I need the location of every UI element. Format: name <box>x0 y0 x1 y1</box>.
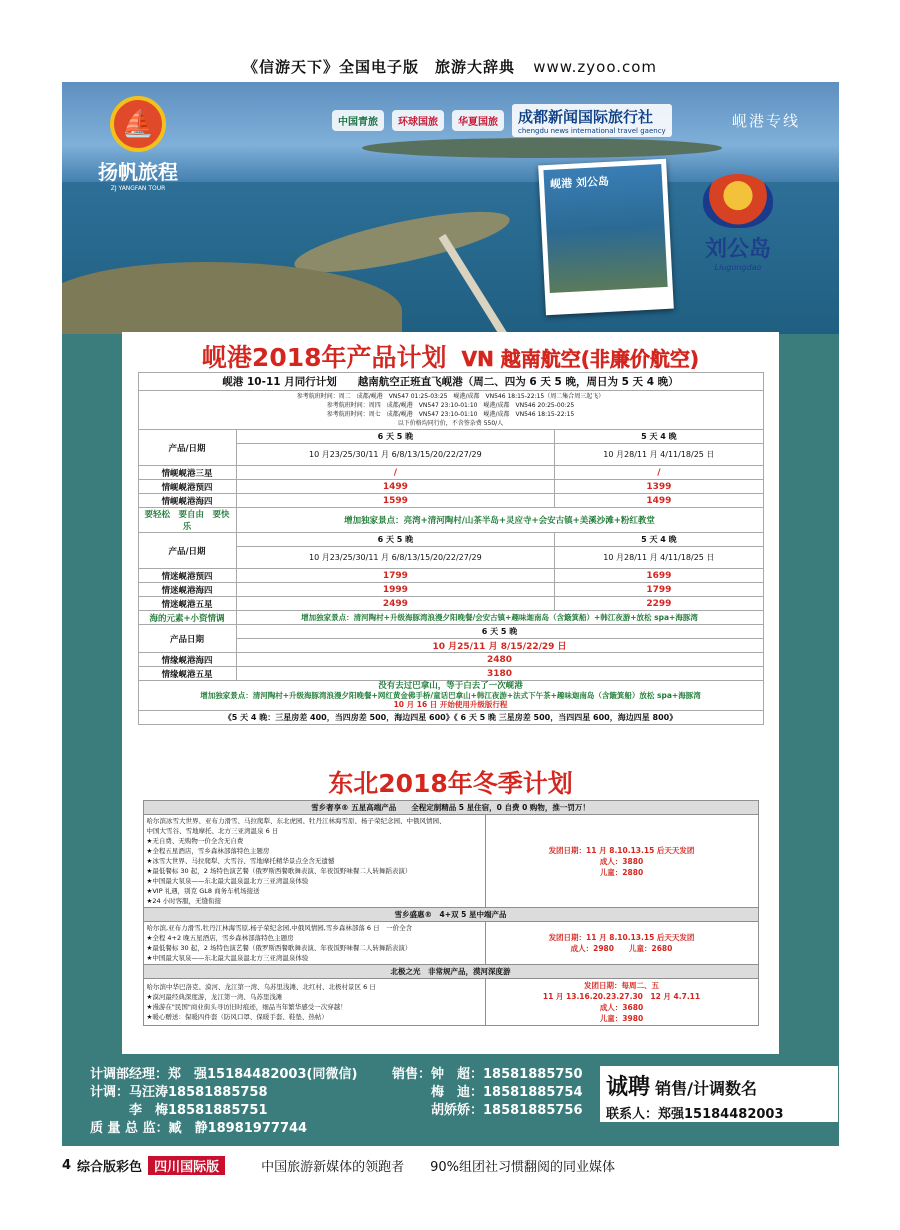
contacts-sales <box>392 1066 583 1120</box>
contact-line: 计调：马汪涛18581885758 <box>90 1085 268 1100</box>
price-5d: 1799 <box>555 583 763 597</box>
hiring-title: 诚聘 <box>606 1075 651 1100</box>
itinerary-line: ★冰雪大世界、马拉爬犁、大雪谷、雪地摩托精华景点全含无遗憾 <box>146 857 335 865</box>
yangfan-logo <box>98 96 178 192</box>
group-highlights: 增加独家景点：清河陶村+升级海豚湾浪漫夕阳晚餐/会安古镇+趣味迦南岛（含簸箕船）+韩江夜游+放松 spa+海豚湾 <box>236 611 763 625</box>
contact-line: 质 量 总 监：臧 静18981977744 <box>90 1121 308 1136</box>
danang-title-airline: VN 越南航空(非廉价航空) <box>461 347 700 371</box>
departure-dates: 发团日期：11 月 8.10.13.15 后天天发团 <box>548 845 695 855</box>
col-product-date: 产品/日期 <box>138 430 236 466</box>
col-5d4n: 5 天 4 晚 <box>555 430 763 444</box>
danang-title-main: 岘港2018年产品计划 <box>201 343 447 372</box>
price-6d: 1999 <box>236 583 555 597</box>
itinerary-line: ★全程五星酒店，雪乡森林部落特色主题房 <box>146 847 270 855</box>
product-header: 雪乡盛惠® 4+双 5 星中端产品 <box>143 908 758 922</box>
dates-6d5n: 10 月23/25/30/11 月 6/8/13/15/20/22/27/29 <box>236 444 555 466</box>
product-name: 情迷岘港预四 <box>138 569 236 583</box>
price-6d: 1799 <box>236 569 555 583</box>
edition-badge: 四川国际版 <box>148 1156 225 1175</box>
col-product-date: 产品/日期 <box>138 533 236 569</box>
agency-name: 成都新闻国际旅行社 <box>518 107 654 126</box>
itinerary-line: 哈尔滨冰雪大世界、亚布力滑雪、马拉爬犁、东北虎园、牡丹江林海雪原、杨子荣纪念园、中俄风情园、 <box>146 817 446 825</box>
flight-line: 参考航班时间：周七 成都/岘港 VN547 23:10-01:10 岘港/成都 VN546 18:15-22:15 <box>326 411 575 418</box>
flight-line: 参考航班时间：周二 成都/岘港 VN547 01:25-03:25 岘港/成都 VN546 18:15-22:15（周二集合周三起飞） <box>296 393 605 400</box>
col-6d5n: 6 天 5 晚 <box>236 625 763 639</box>
product-name: 情缘岘港五星 <box>138 667 236 681</box>
line-tag: 岘港专线 <box>732 112 801 130</box>
itinerary-line: ★24 小时客服，无缝衔接 <box>146 897 222 905</box>
sail-icon: ⛵ <box>110 96 166 152</box>
masthead-url[interactable]: www.zyoo.com <box>533 58 658 76</box>
contact-line: 销售：钟 超：18581885750 <box>392 1067 583 1082</box>
product-name: 情迷岘港五星 <box>138 597 236 611</box>
danang-title <box>122 332 779 372</box>
table-row <box>138 569 763 583</box>
price: 2480 <box>236 653 763 667</box>
group-slogan: 海的元素+小资情调 <box>138 611 236 625</box>
northeast-table <box>143 800 759 1026</box>
flight-info <box>138 391 763 430</box>
table-row <box>143 922 758 965</box>
price-block <box>485 922 758 965</box>
price-5d: 1699 <box>555 569 763 583</box>
liugongdao-emblem-icon <box>703 174 773 228</box>
table-row <box>138 597 763 611</box>
table-row <box>143 979 758 1026</box>
col-product-date: 产品日期 <box>138 625 236 653</box>
page-number: 4 <box>62 1158 72 1173</box>
price-5d: / <box>555 466 763 480</box>
section-name: 综合版彩色 <box>77 1160 143 1175</box>
price-6d: / <box>236 466 555 480</box>
price-6d: 1499 <box>236 480 555 494</box>
group-highlights-text: 增加独家景点：清河陶村+升级海豚湾浪漫夕阳晚餐+网红黄金佛手桥/童话巴拿山+韩江夜游+法式下午茶+趣味迦南岛（含簸箕船）放松 spa+海豚湾 <box>200 691 701 700</box>
danang-panel <box>122 332 779 762</box>
table-row <box>138 480 763 494</box>
room-surcharge: 《5 天 4 晚：三星房差 400，当四房差 500，海边四星 600》《 6 天 5 晚 三星房差 500，当四四星 600，海边四星 800》 <box>138 711 763 725</box>
footer-slogan: 中国旅游新媒体的领跑者 90%组团社习惯翻阅的同业媒体 <box>261 1160 615 1175</box>
price: 3180 <box>236 667 763 681</box>
liugongdao-name: 刘公岛 <box>704 236 771 262</box>
price-6d: 2499 <box>236 597 555 611</box>
partner-logo-huanqiu: 环球国旅 <box>392 110 444 131</box>
price-block <box>485 979 758 1026</box>
brochure-image <box>543 164 667 293</box>
table-row <box>138 611 763 625</box>
product-name: 情迷岘港海四 <box>138 583 236 597</box>
brochure-photo <box>538 159 674 315</box>
departure-dates: 发团日期：11 月 8.10.13.15 后天天发团 <box>548 933 695 942</box>
departure-dates-list: 11 月 13.16.20.23.27.30 12 月 4.7.11 <box>542 992 701 1001</box>
product-name: 情岘岘港三星 <box>138 466 236 480</box>
itinerary <box>143 922 485 965</box>
northeast-panel <box>122 762 779 1054</box>
price-5d: 1399 <box>555 480 763 494</box>
flight-line: 参考航班时间：周四 成都/岘港 VN547 23:10-01:10 岘港/成都 VN546 20:25-00:25 <box>326 402 575 409</box>
danang-table-header: 岘港 10-11 月同行计划 越南航空正班直飞岘港（周二、四为 6 天 5 晚，周日为 5 天 4 晚） <box>138 373 763 391</box>
price-5d: 1499 <box>555 494 763 508</box>
product-name: 情缘岘港海四 <box>138 653 236 667</box>
liugongdao-name-en: Liugongdao <box>714 263 762 272</box>
dates-6d5n: 10 月25/11 月 8/15/22/29 日 <box>236 639 763 653</box>
yangfan-logo-name: 扬帆旅程 <box>98 160 178 184</box>
itinerary-line: ★中国最大氡泉——东北最大温泉温北方三亚湾温泉体验 <box>146 877 309 885</box>
itinerary-line: ★最低餐标 30 起，2 场特色演艺餐（俄罗斯西餐歌舞表演、年夜饭野味餐二人转舞蹈表演） <box>146 944 412 952</box>
partner-logo-cyts: 中国青旅 <box>332 110 384 131</box>
table-row <box>138 653 763 667</box>
contacts-left <box>90 1066 357 1138</box>
table-row <box>138 508 763 533</box>
danang-price-table <box>138 372 764 725</box>
hiring-box <box>600 1066 838 1122</box>
col-5d4n: 5 天 4 晚 <box>555 533 763 547</box>
itinerary-line: 哈尔滨中华巴洛克、漠河、龙江第一湾、乌苏里浅滩、北红村、北极村景区 6 日 <box>146 983 376 991</box>
child-price: 儿童：3980 <box>599 1014 644 1023</box>
itinerary-line: ★漫游在"民国"商业街头寻访旧时痕迹，细品当年繁华感受一次穿越！ <box>146 1003 347 1011</box>
contact-line: 计调部经理：郑 强15184482003(同微信) <box>90 1067 358 1082</box>
masthead-title: 《信游天下》全国电子版 旅游大辞典 <box>242 58 515 76</box>
dates-5d4n: 10 月28/11 月 4/11/18/25 日 <box>555 444 763 466</box>
contact-line: 李 梅18581885751 <box>90 1103 268 1118</box>
product-header: 北极之光 非常规产品，漠河深度游 <box>143 965 758 979</box>
liugongdao-logo <box>698 174 778 272</box>
hiring-contact: 联系人：郑强15184482003 <box>606 1107 784 1122</box>
group-highlights <box>138 681 763 711</box>
adult-price: 成人：3880 <box>599 856 644 866</box>
itinerary <box>143 815 485 908</box>
table-row <box>138 667 763 681</box>
hiring-positions: 销售/计调数名 <box>655 1079 757 1098</box>
adult-child-price: 成人：2980 儿童：2680 <box>570 944 673 953</box>
agency-name-en: chengdu news international travel gaency <box>518 126 666 135</box>
northeast-title: 东北2018年冬季计划 <box>328 769 573 798</box>
itinerary-line: 哈尔滨,亚布力滑雪,牡丹江林海雪原,杨子荣纪念园,中俄风情园,雪乡森林部落 6 日 一价全含 <box>146 924 413 932</box>
table-row <box>138 494 763 508</box>
itinerary <box>143 979 485 1026</box>
departure-dates: 发团日期：每周二、五 <box>584 981 659 990</box>
price-block <box>485 815 758 908</box>
itinerary-line: ★中国最大氡泉——东北最大温泉温北方三亚湾温泉体验 <box>146 954 309 962</box>
contact-footer <box>62 1060 839 1146</box>
child-price: 儿童：2880 <box>599 867 644 877</box>
table-row <box>138 583 763 597</box>
upgrade-note: 10 月 16 日 开始使用升级版行程 <box>393 700 508 709</box>
table-row <box>138 466 763 480</box>
group-highlights: 增加独家景点：亮湾+清河陶村/山茶半岛+灵应寺+会安古镇+美溪沙滩+粉红教堂 <box>236 508 763 533</box>
itinerary-line: ★VIP 礼遇，别克 GL8 商务车机场接送 <box>146 887 260 895</box>
ad-frame <box>62 82 839 1146</box>
price-6d: 1599 <box>236 494 555 508</box>
itinerary-line: ★最低餐标 30 起，2 场特色演艺餐（俄罗斯西餐歌舞表演、年夜饭野味餐二人转舞蹈表演） <box>146 867 412 875</box>
itinerary-line: ★无自费、无购物一价全含无自费 <box>146 837 244 845</box>
product-name: 情岘岘港预四 <box>138 480 236 494</box>
dates-5d4n: 10 月28/11 月 4/11/18/25 日 <box>555 547 763 569</box>
itinerary-line: ★暖心赠送：保暖四件套（防风口罩、保暖手套、鞋垫、热帖） <box>146 1013 328 1021</box>
hero-banner <box>62 82 839 334</box>
itinerary-line: ★漠河最经典深度游，龙江第一湾、乌苏里浅滩 <box>146 993 283 1001</box>
contact-line: 梅 迪：18581885754 <box>392 1085 583 1100</box>
group-slogan: 没有去过巴拿山，等于白去了一次岘港 <box>378 681 523 691</box>
adult-price: 成人：3680 <box>599 1003 644 1012</box>
product-name: 情岘岘港海四 <box>138 494 236 508</box>
group-slogan: 要轻松 要自由 要快乐 <box>138 508 236 533</box>
itinerary-line: 中国大雪谷、雪地摩托、北方三亚湾温泉 6 日 <box>146 827 279 835</box>
price-note: 以下价格均同行价，不含签杂费 550/人 <box>397 420 504 427</box>
page-footer <box>62 1156 839 1175</box>
table-row <box>143 815 758 908</box>
price-5d: 2299 <box>555 597 763 611</box>
partner-logo-huaxia: 华夏国旅 <box>452 110 504 131</box>
contact-line: 胡娇娇：18581885756 <box>392 1103 583 1118</box>
itinerary-line: ★全程 4+2 晚五星酒店，雪乡森林部落特色主题房 <box>146 934 294 942</box>
col-6d5n: 6 天 5 晚 <box>236 430 555 444</box>
col-6d5n: 6 天 5 晚 <box>236 533 555 547</box>
masthead <box>0 56 900 77</box>
dates-6d5n: 10 月23/25/30/11 月 6/8/13/15/20/22/27/29 <box>236 547 555 569</box>
agency-logo <box>512 104 672 137</box>
brochure-title: 岘港 刘公岛 <box>549 174 610 191</box>
product-header: 雪乡奢享® 五星高端产品 全程定制精品 5 星住宿，0 自费 0 购物，推一罚万！ <box>143 801 758 815</box>
yangfan-logo-sub: ZJ YANGFAN TOUR <box>110 185 166 192</box>
